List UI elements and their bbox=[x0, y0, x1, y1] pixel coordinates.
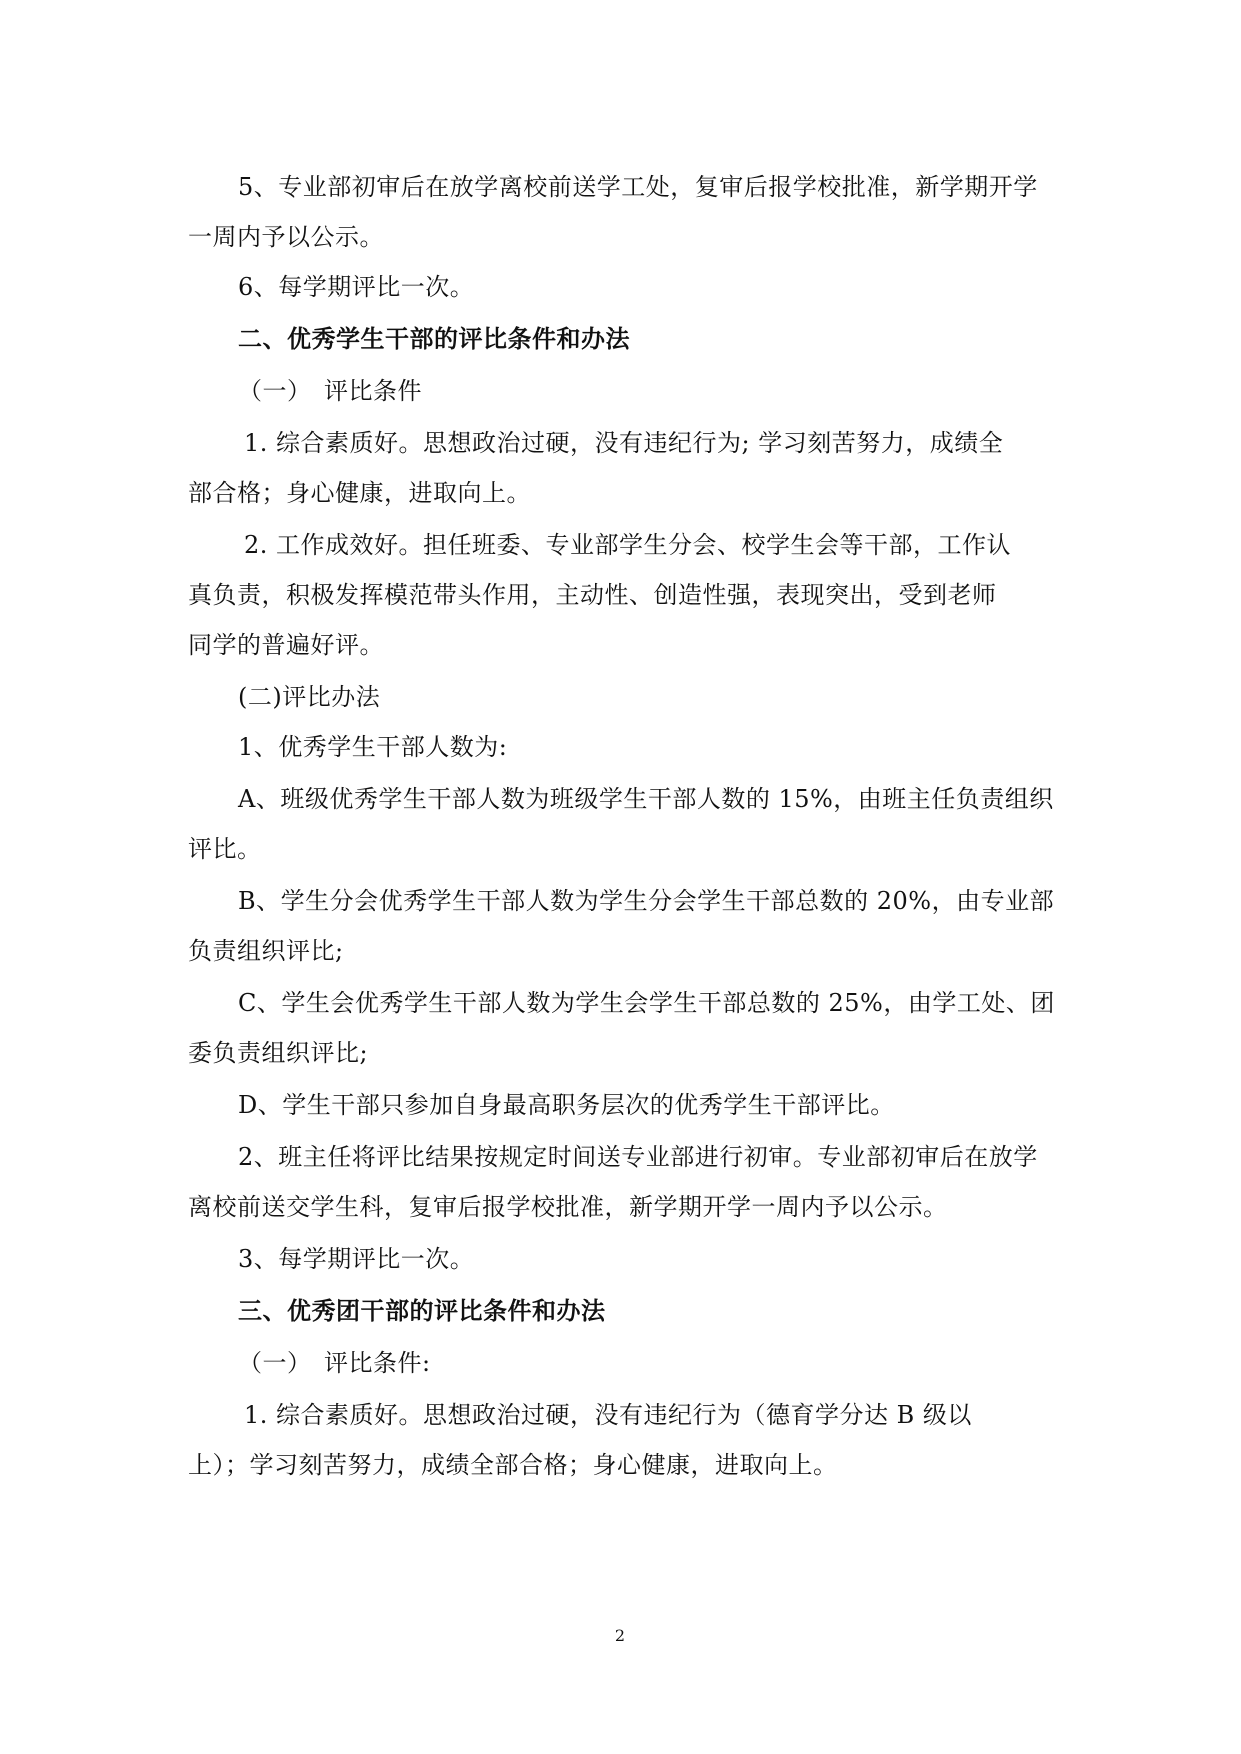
criteria-item-2-line-2: 真负责，积极发挥模范带头作用，主动性、创造性强，表现突出，受到老师 bbox=[188, 581, 997, 609]
subsection-heading-criteria: （一） 评比条件 bbox=[238, 377, 422, 405]
method-item-3: 3、每学期评比一次。 bbox=[238, 1245, 475, 1273]
paragraph-item-5-line-2: 一周内予以公示。 bbox=[188, 223, 384, 251]
method-item-2-line-1: 2、班主任将评比结果按规定时间送专业部进行初审。专业部初审后在放学 bbox=[238, 1143, 1038, 1171]
criteria-item-1b-line-1: 1. 综合素质好。思想政治过硬，没有违纪行为（德育学分达 B 级以 bbox=[244, 1401, 972, 1429]
page-number: 2 bbox=[614, 1626, 626, 1645]
criteria-item-2-line-1: 2. 工作成效好。担任班委、专业部学生分会、校学生会等干部，工作认 bbox=[244, 531, 1012, 559]
method-item-c-line-2: 委负责组织评比; bbox=[188, 1039, 369, 1067]
criteria-item-1b-line-2: 上）；学习刻苦努力，成绩全部合格；身心健康，进取向上。 bbox=[188, 1451, 838, 1479]
section-heading-2: 二、优秀学生干部的评比条件和办法 bbox=[238, 325, 630, 353]
method-item-b-line-1: B、学生分会优秀学生干部人数为学生分会学生干部总数的 20%，由专业部 bbox=[238, 887, 1055, 915]
subsection-heading-criteria-2: （一） 评比条件: bbox=[238, 1349, 431, 1377]
method-item-d: D、学生干部只参加自身最高职务层次的优秀学生干部评比。 bbox=[238, 1091, 895, 1119]
paragraph-item-6: 6、每学期评比一次。 bbox=[238, 273, 475, 301]
paragraph-item-5-line-1: 5、专业部初审后在放学离校前送学工处，复审后报学校批准，新学期开学 bbox=[238, 173, 1038, 201]
criteria-item-1-line-2: 部合格；身心健康，进取向上。 bbox=[188, 479, 531, 507]
method-item-a-line-2: 评比。 bbox=[188, 835, 262, 863]
section-heading-3: 三、优秀团干部的评比条件和办法 bbox=[238, 1297, 606, 1325]
method-item-1: 1、优秀学生干部人数为: bbox=[238, 733, 508, 761]
criteria-item-2-line-3: 同学的普遍好评。 bbox=[188, 631, 384, 659]
method-item-2-line-2: 离校前送交学生科，复审后报学校批准，新学期开学一周内予以公示。 bbox=[188, 1193, 948, 1221]
method-item-b-line-2: 负责组织评比; bbox=[188, 937, 344, 965]
subsection-heading-method: (二)评比办法 bbox=[238, 683, 381, 711]
method-item-c-line-1: C、学生会优秀学生干部人数为学生会学生干部总数的 25%，由学工处、团 bbox=[238, 989, 1055, 1017]
criteria-item-1-line-1: 1. 综合素质好。思想政治过硬，没有违纪行为; 学习刻苦努力，成绩全 bbox=[244, 429, 1004, 457]
method-item-a-line-1: A、班级优秀学生干部人数为班级学生干部人数的 15%，由班主任负责组织 bbox=[238, 785, 1054, 813]
